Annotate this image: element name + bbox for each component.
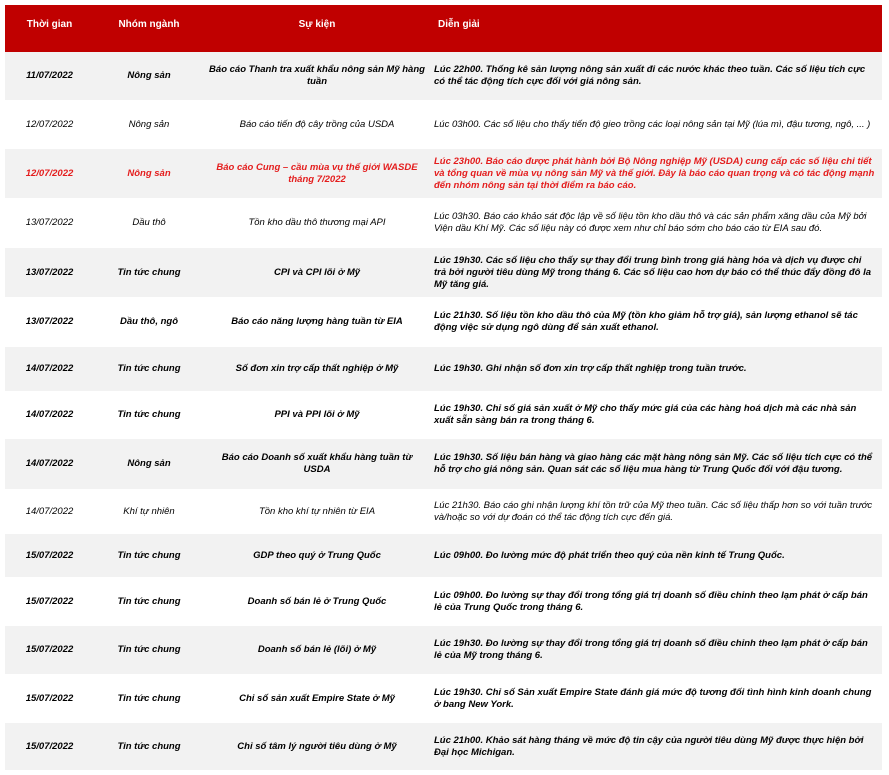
row-sector: Nông sản — [128, 118, 170, 130]
row-event: Báo cáo Cung – cầu mùa vụ thế giới WASDE tháng 7/2022 — [204, 149, 430, 198]
header-event: Sự kiện — [204, 5, 430, 52]
row-description: Lúc 19h30. Các số liệu cho thấy sự thay đổi trung bình trong giá hàng hóa và dịch vụ được chi trả bởi người tiêu dùng Mỹ trong tháng 6. Các số liệu cao hơn dự báo có thể thúc đẩy đồng đô la Mỹ tăng giá. — [430, 248, 882, 297]
row-description: Lúc 09h00. Đo lường sự thay đổi trong tổng giá trị doanh số điều chỉnh theo lạm phát ở cấp bán lẻ của Trung Quốc trong tháng 6. — [434, 589, 868, 613]
row-description: Lúc 03h30. Báo cáo khảo sát độc lập về số liệu tồn kho dầu thô và các sản phẩm xăng dầu của Mỹ bởi Viện dầu Khí Mỹ. Các số liệu này có được xem như chỉ báo sớm cho báo cáo từ EIA sau đó. — [434, 211, 867, 234]
table-row — [5, 347, 882, 391]
row-date: 15/07/2022 — [5, 723, 94, 770]
row-date: 15/07/2022 — [5, 626, 94, 674]
table-row — [5, 198, 882, 248]
header-description: Diễn giải — [430, 5, 882, 52]
row-sector: Nông sản — [94, 149, 204, 198]
row-date: 15/07/2022 — [25, 692, 74, 704]
row-event: Số đơn xin trợ cấp thất nghiệp ở Mỹ — [204, 347, 430, 391]
table-row — [5, 723, 882, 770]
row-description: Lúc 19h30. Đo lường sự thay đổi trong tổng giá trị doanh số điều chỉnh theo lạm phát ở cấp bán lẻ của Mỹ trong tháng 6. — [430, 626, 882, 674]
table-row — [5, 489, 882, 534]
table-row — [5, 577, 882, 626]
row-description: Lúc 19h30. Chỉ số Sản xuất Empire State đánh giá mức độ tương đối tình hình kinh doanh chung ở bang New York. — [434, 686, 872, 710]
table-row — [5, 149, 882, 198]
row-event: Báo cáo Doanh số xuất khẩu hàng tuần từ USDA — [204, 439, 430, 489]
row-description: Lúc 22h00. Thống kê sản lượng nông sản xuất đi các nước khác theo tuần. Các số liệu tích cực có thể tác động tích cực đối với giá nông sản. — [430, 52, 882, 100]
row-date: 15/07/2022 — [5, 534, 94, 577]
row-date: 15/07/2022 — [25, 595, 74, 607]
row-description: Lúc 21h30. Số liệu tồn kho dầu thô của Mỹ (tồn kho giảm hỗ trợ giá), sản lượng ethanol sẽ tác động việc sử dụng ngô dùng để sản xuất ethanol. — [434, 310, 858, 333]
row-event: Chỉ số sản xuất Empire State ở Mỹ — [239, 692, 395, 704]
row-sector: Tin tức chung — [94, 347, 204, 391]
row-date: 14/07/2022 — [25, 505, 74, 517]
row-date: 14/07/2022 — [5, 347, 94, 391]
row-description: Lúc 19h30. Số liệu bán hàng và giao hàng các mặt hàng nông sản Mỹ. Các số liệu tích cực có thể hỗ trợ cho giá nông sản. Quan sát các số liệu mua hàng từ Trung Quốc đối với đậu tương. — [430, 439, 882, 489]
row-description: Lúc 19h30. Chỉ số giá sản xuất ở Mỹ cho thấy mức giá của các hàng hoá dịch mà các nhà sản xuất sẵn sàng bán ra trong tháng 6. — [434, 403, 857, 426]
row-date: 12/07/2022 — [25, 118, 74, 130]
row-date: 13/07/2022 — [5, 248, 94, 297]
row-date: 11/07/2022 — [5, 52, 94, 100]
table-row — [5, 626, 882, 674]
row-description: Lúc 03h00. Các số liệu cho thấy tiến độ gieo trồng các loại nông sản tại Mỹ (lúa mì, đậu tương, ngô, ... ) — [434, 118, 871, 130]
header-date: Thời gian — [5, 5, 94, 52]
table-row — [5, 100, 882, 149]
row-date: 13/07/2022 — [25, 217, 74, 228]
row-sector: Khí tự nhiên — [123, 505, 175, 517]
row-event: Doanh số bán lẻ (lõi) ở Mỹ — [204, 626, 430, 674]
row-event: Báo cáo Thanh tra xuất khẩu nông sản Mỹ hàng tuần — [204, 52, 430, 100]
economic-calendar-table — [5, 5, 882, 770]
row-sector: Tin tức chung — [117, 692, 181, 704]
table-row — [5, 534, 882, 577]
row-event: Chỉ số tâm lý người tiêu dùng ở Mỹ — [204, 723, 430, 770]
table-row — [5, 439, 882, 489]
table-row — [5, 391, 882, 439]
row-sector: Tin tức chung — [94, 534, 204, 577]
row-event: Tồn kho dầu thô thương mại API — [248, 217, 386, 228]
row-description: Lúc 21h30. Báo cáo ghi nhận lượng khí tồn trữ của Mỹ theo tuần. Các số liệu thấp hơn so với tuần trước và/hoặc so với dự đoán có thể tác động tích cực đến giá. — [434, 499, 873, 523]
row-description: Lúc 23h00. Báo cáo được phát hành bởi Bộ Nông nghiệp Mỹ (USDA) cung cấp các số liệu chi tiết và tổng quan về mùa vụ nông sản Mỹ và thế giới. Đây là báo cáo quan trọng và có tác động mạnh đến nhóm nông sản tại thời điểm ra báo cáo. — [430, 149, 882, 198]
row-event: Doanh số bán lẻ ở Trung Quốc — [247, 595, 387, 607]
row-event: CPI và CPI lõi ở Mỹ — [204, 248, 430, 297]
row-event: Báo cáo tiến độ cây trồng của USDA — [239, 118, 395, 130]
header-row — [5, 5, 882, 52]
row-sector: Tin tức chung — [94, 626, 204, 674]
row-description: Lúc 09h00. Đo lường mức độ phát triển theo quý của nền kinh tế Trung Quốc. — [430, 534, 882, 577]
table-row — [5, 674, 882, 723]
row-event: PPI và PPI lõi ở Mỹ — [274, 409, 360, 420]
row-date: 14/07/2022 — [5, 439, 94, 489]
row-event: GDP theo quý ở Trung Quốc — [204, 534, 430, 577]
row-sector: Dầu thô, ngô — [119, 316, 179, 327]
row-date: 12/07/2022 — [5, 149, 94, 198]
row-sector: Tin tức chung — [94, 248, 204, 297]
row-event: Tồn kho khí tự nhiên từ EIA — [258, 505, 376, 517]
table-row — [5, 297, 882, 347]
row-sector: Tin tức chung — [117, 409, 181, 420]
row-sector: Tin tức chung — [94, 723, 204, 770]
row-description: Lúc 19h30. Ghi nhận số đơn xin trợ cấp thất nghiệp trong tuần trước. — [430, 347, 882, 391]
row-date: 14/07/2022 — [25, 409, 74, 420]
row-sector: Nông sản — [94, 439, 204, 489]
row-event: Báo cáo năng lượng hàng tuần từ EIA — [231, 316, 403, 327]
row-description: Lúc 21h00. Khảo sát hàng tháng về mức độ tin cậy của người tiêu dùng Mỹ được thực hiện bởi Đại học Michigan. — [430, 723, 882, 770]
row-sector: Tin tức chung — [117, 595, 181, 607]
row-date: 13/07/2022 — [25, 316, 74, 327]
header-sector: Nhóm ngành — [94, 5, 204, 52]
table-row — [5, 248, 882, 297]
table-row — [5, 52, 882, 100]
row-sector: Nông sản — [94, 52, 204, 100]
row-sector: Dầu thô — [132, 217, 166, 228]
